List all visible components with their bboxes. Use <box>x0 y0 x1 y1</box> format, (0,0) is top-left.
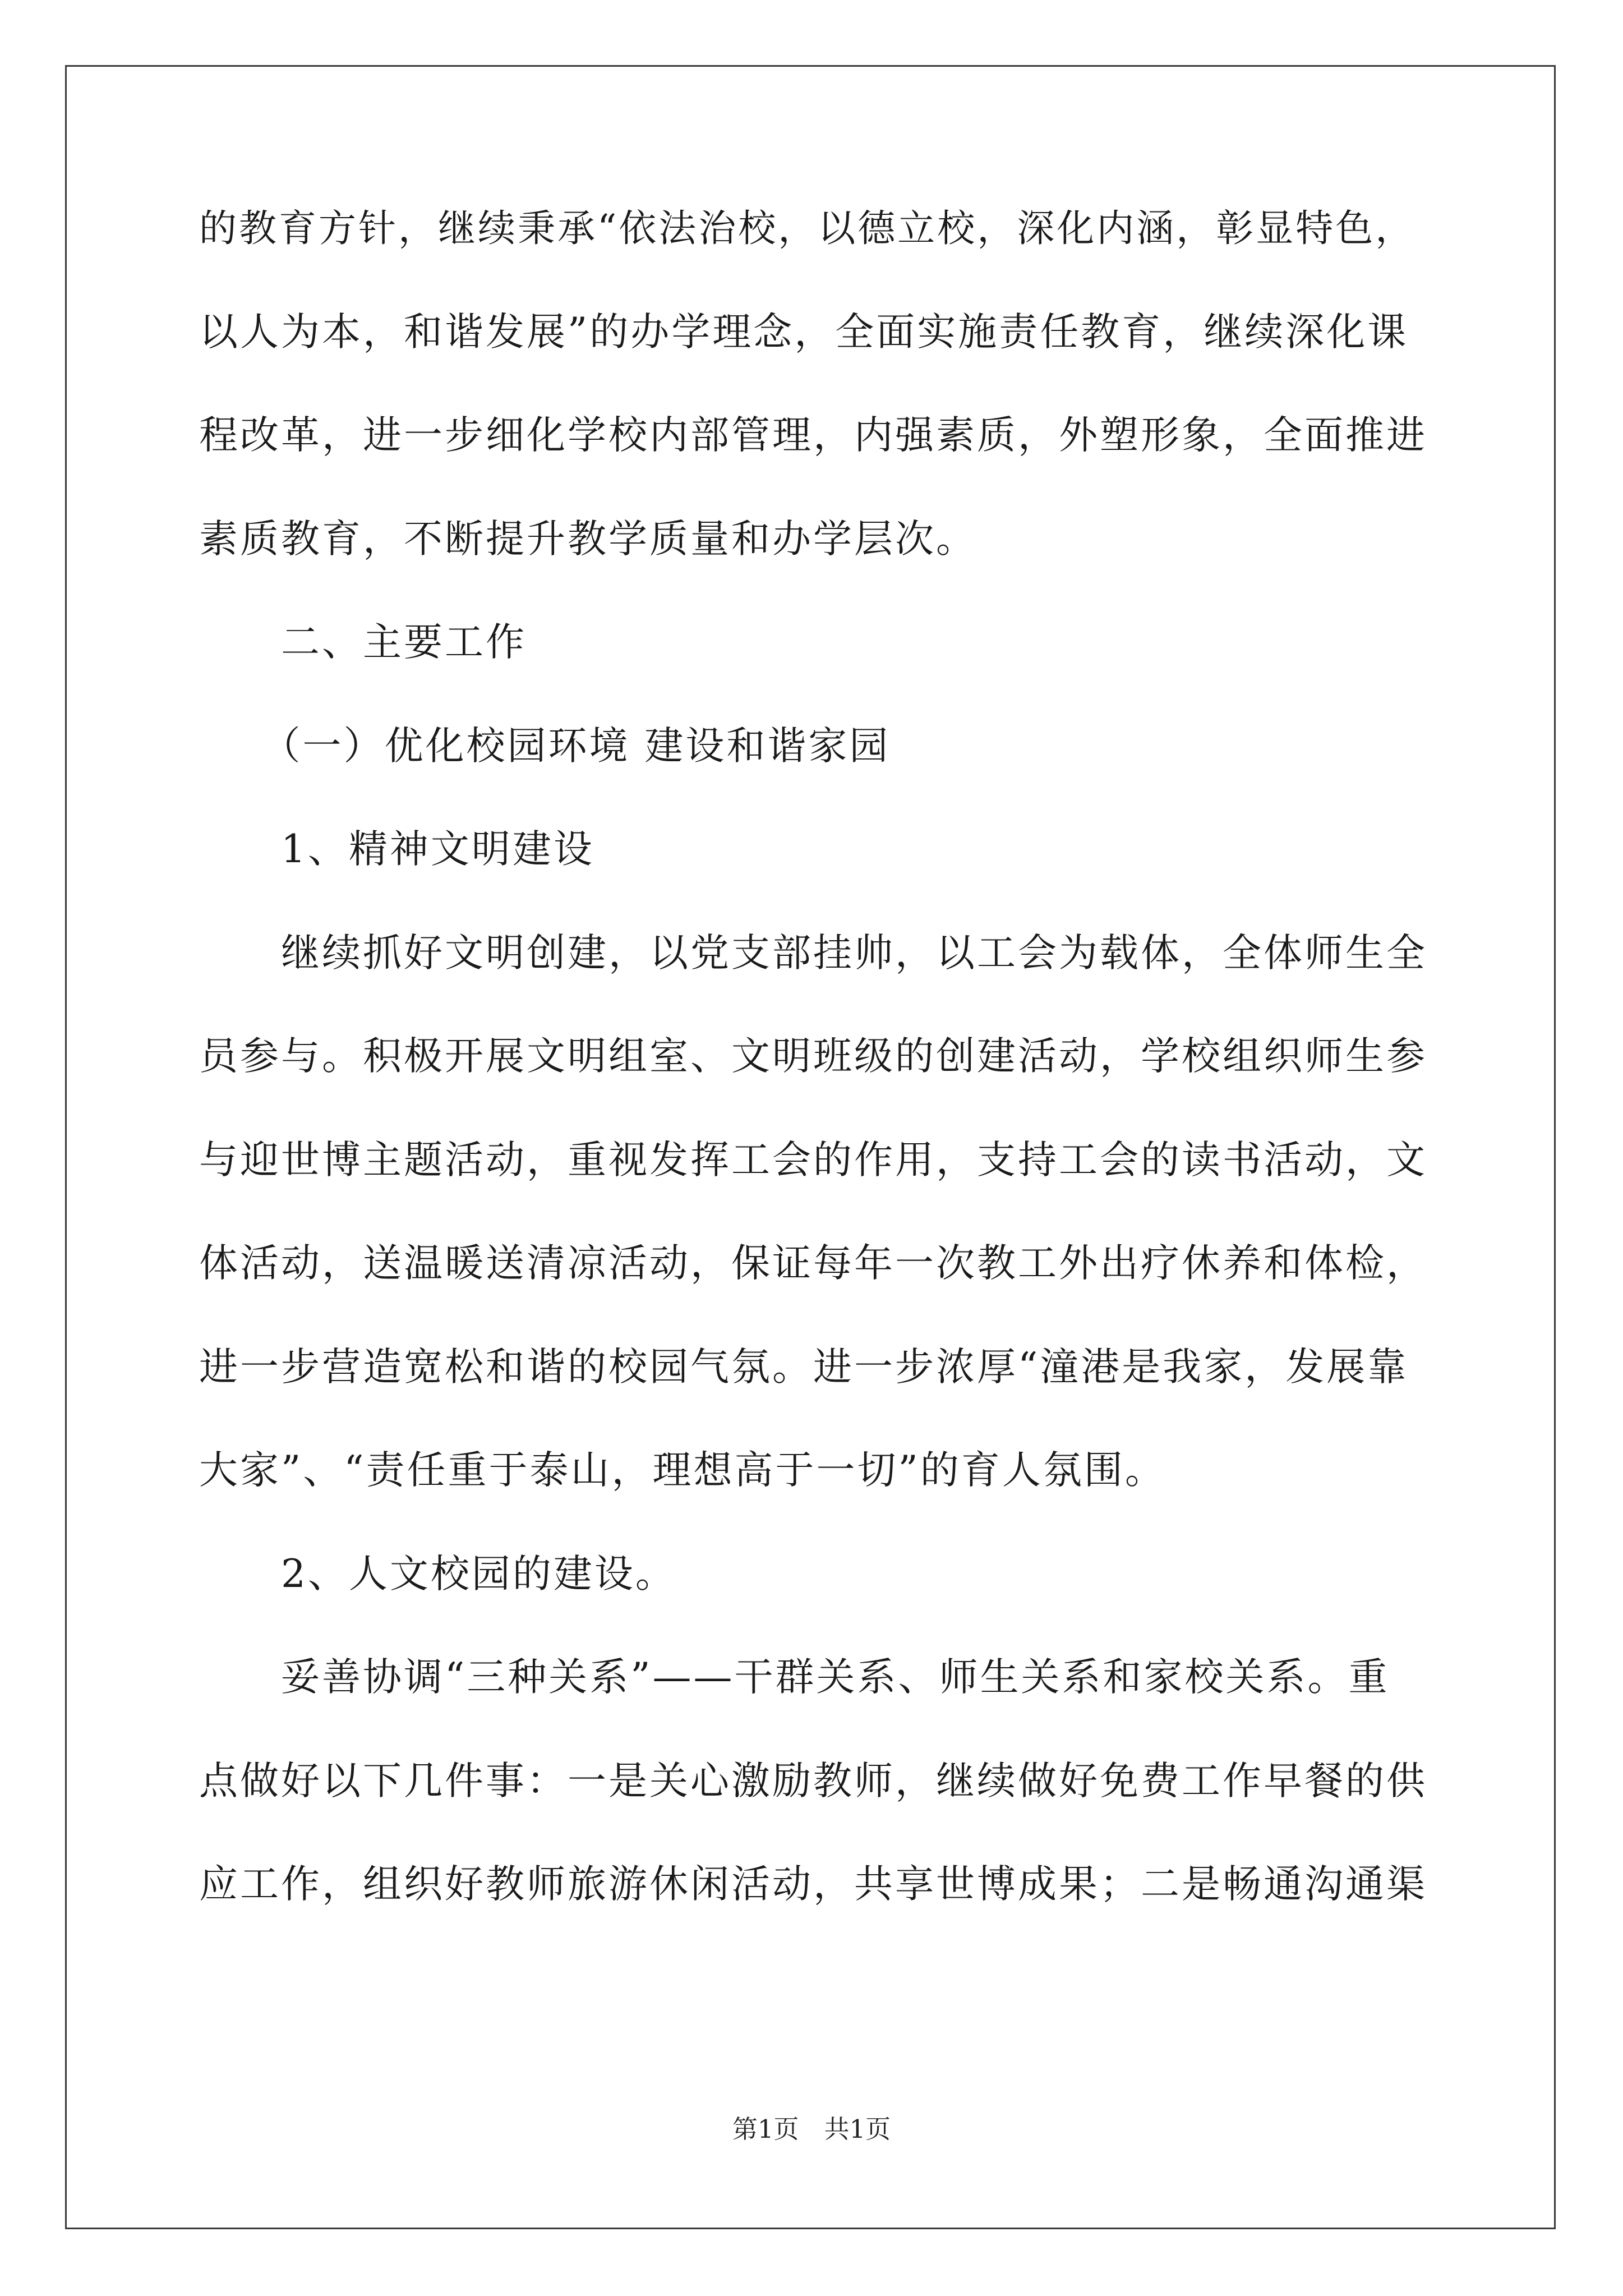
text-line: 点做好以下几件事：一是关心激励教师，继续做好免费工作早餐的供 <box>199 1758 1427 1803</box>
subsection-heading: （一）优化校园环境 建设和谐家园 <box>199 723 891 769</box>
text-line: 素质教育，不断提升教学质量和办学层次。 <box>199 516 977 562</box>
document-body <box>199 203 1427 1963</box>
text-line: 大家”、“责任重于泰山，理想高于一切”的育人氛围。 <box>199 1448 1166 1493</box>
section-heading: 二、主要工作 <box>199 620 527 665</box>
text-line: 体活动，送温暖送清凉活动，保证每年一次教工外出疗休养和体检， <box>199 1241 1427 1286</box>
text-line: 员参与。积极开展文明组室、文明班级的创建活动，学校组织师生参 <box>199 1034 1427 1079</box>
text-line: 应工作，组织好教师旅游休闲活动，共享世博成果；二是畅通沟通渠 <box>199 1862 1427 1907</box>
item-heading: 2、人文校园的建设。 <box>199 1551 676 1596</box>
text-line: 进一步营造宽松和谐的校园气氛。进一步浓厚“潼港是我家，发展靠 <box>199 1344 1409 1389</box>
text-line: 继续抓好文明创建，以党支部挂帅，以工会为载体，全体师生全 <box>199 930 1427 976</box>
text-line: 的教育方针，继续秉承“依法治校，以德立校，深化内涵，彰显特色， <box>199 206 1415 250</box>
text-line: 与迎世博主题活动，重视发挥工会的作用，支持工会的读书活动，文 <box>199 1137 1427 1182</box>
text-line: 以人为本，和谐发展”的办学理念，全面实施责任教育，继续深化课 <box>199 309 1409 355</box>
item-heading: 1、精神文明建设 <box>199 827 594 872</box>
text-line: 妥善协调“三种关系”——干群关系、师生关系和家校关系。重 <box>199 1655 1390 1700</box>
page-footer: 第1页 共1页 <box>732 2114 891 2144</box>
text-line: 程改革，进一步细化学校内部管理，内强素质，外塑形象，全面推进 <box>199 413 1427 458</box>
